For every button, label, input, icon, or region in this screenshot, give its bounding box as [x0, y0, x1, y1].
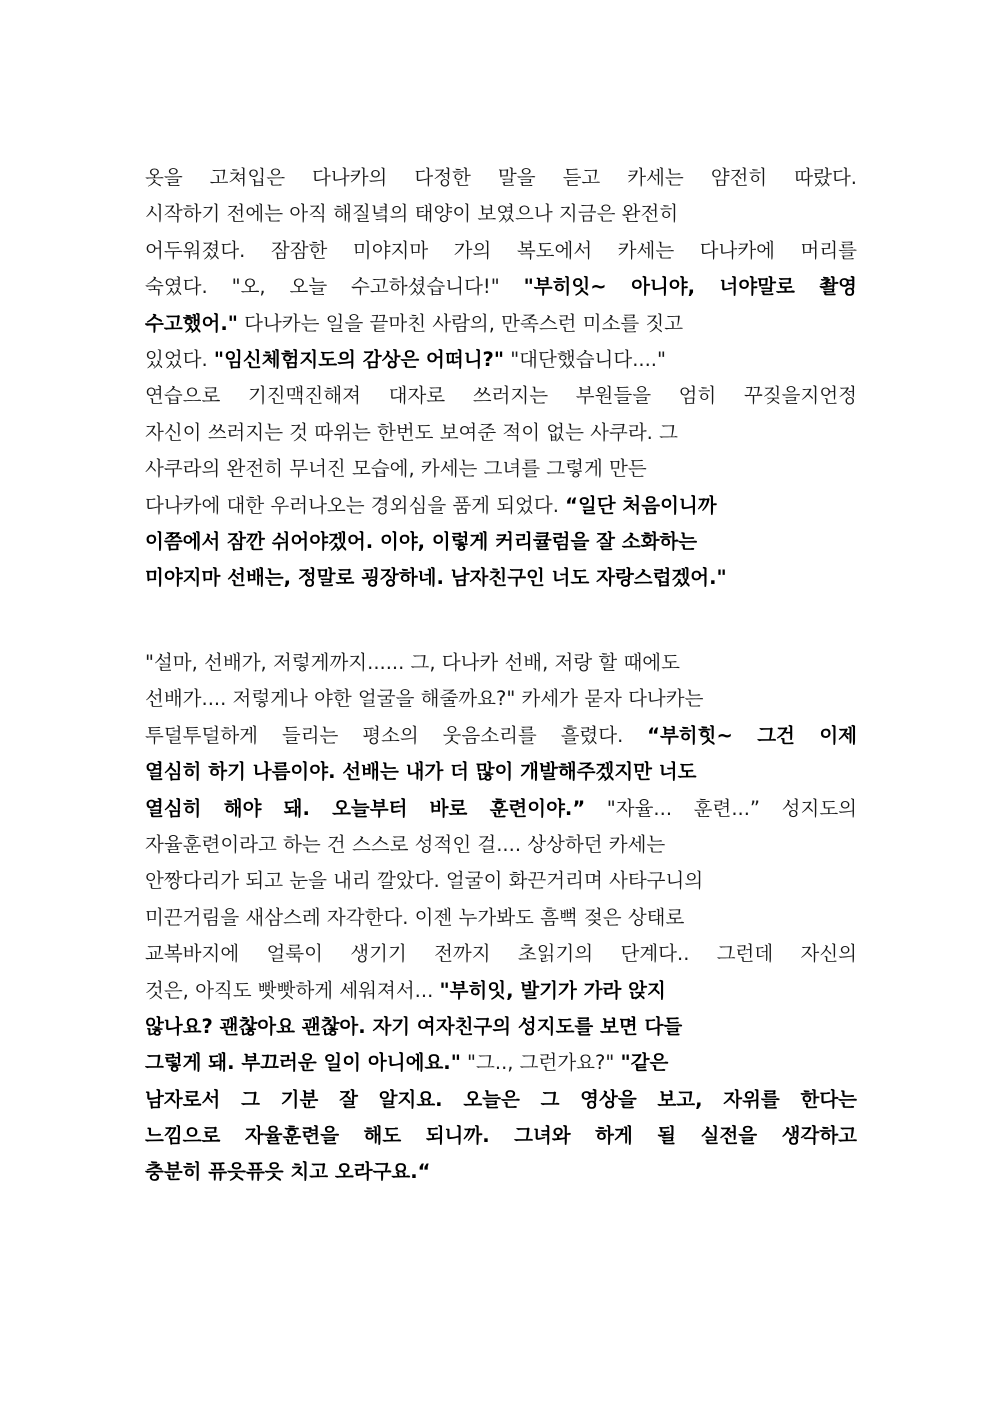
text-line	[145, 1154, 857, 1190]
text-line	[145, 718, 857, 754]
bold-dialogue-text: "임신체험지도의 감상은 어떠니?"	[213, 347, 505, 371]
text-line	[145, 488, 857, 524]
narrative-text: 미끈거림을 새삼스레 자각한다. 이젠 누가봐도 흠뻑 젖은 상태로	[145, 905, 685, 929]
narrative-text: 옷을 고쳐입은 다나카의 다정한 말을 듣고 카세는 얌전히 따랐다.	[145, 166, 857, 189]
narrative-text: 자율훈련이라고 하는 건 스스로 성적인 걸.... 상상하던 카세는	[145, 832, 666, 856]
text-line	[145, 863, 857, 899]
narrative-text: "그.., 그런가요?"	[460, 1051, 621, 1075]
text-line	[145, 196, 857, 232]
narrative-text: 어두워졌다. 잠잠한 미야지마 가의 복도에서 카세는 다나카에 머리를	[145, 238, 857, 262]
paragraph-2	[145, 645, 857, 1191]
bold-dialogue-text: "부히잇, 발기가 가라 앉지	[439, 978, 666, 1002]
text-line	[145, 791, 857, 827]
text-line	[145, 342, 857, 378]
bold-dialogue-text: “부히힛~ 그건 이제	[647, 723, 857, 747]
narrative-text: 자신이 쓰러지는 것 따위는 한번도 보여준 적이 없는 사쿠라. 그	[145, 420, 678, 444]
narrative-text: 교복바지에 얼룩이 생기기 전까지 초읽기의 단계다.. 그런데 자신의	[145, 942, 857, 966]
text-line	[145, 524, 857, 560]
text-line	[145, 1118, 857, 1154]
narrative-text: 안짱다리가 되고 눈을 내리 깔았다. 얼굴이 화끈거리며 사타구니의	[145, 869, 704, 893]
narrative-text: 다나카에 대한 우러나오는 경외심을 품게 되었다.	[145, 493, 566, 517]
bold-dialogue-text: 않나요? 괜찮아요 괜찮아. 자기 여자친구의 성지도를 보면 다들	[145, 1014, 683, 1038]
text-line	[145, 900, 857, 936]
text-line	[145, 645, 857, 681]
bold-dialogue-text: 열심히 해야 돼. 오늘부터 바로 훈련이야.”	[145, 796, 586, 820]
text-line	[145, 936, 857, 972]
bold-dialogue-text: "같은	[620, 1051, 669, 1075]
paragraph-1	[145, 160, 857, 597]
text-line	[145, 754, 857, 790]
narrative-text: "자율... 훈련...” 성지도의	[585, 796, 857, 820]
narrative-text: 것은, 아직도 빳빳하게 세워져서...	[145, 978, 440, 1002]
text-line	[145, 1082, 857, 1118]
narrative-text: 투덜투덜하게 들리는 평소의 웃음소리를 흘렸다.	[145, 723, 648, 747]
bold-dialogue-text: 그렇게 돼. 부끄러운 일이 아니에요."	[145, 1051, 461, 1075]
text-line	[145, 233, 857, 269]
text-line	[145, 560, 857, 596]
text-line	[145, 160, 857, 196]
bold-dialogue-text: 열심히 하기 나름이야. 선배는 내가 더 많이 개발해주겠지만 너도	[145, 760, 697, 784]
text-line	[145, 973, 857, 1009]
narrative-text: 다나카는 일을 끝마친 사람의, 만족스런 미소를 짓고	[237, 311, 684, 335]
text-line	[145, 1009, 857, 1045]
narrative-text: 시작하기 전에는 아직 해질녘의 태양이 보였으나 지금은 완전히	[145, 202, 679, 226]
text-line	[145, 269, 857, 305]
text-line	[145, 1045, 857, 1081]
narrative-text: "설마, 선배가, 저렇게까지...... 그, 다나카 선배, 저랑 할 때에도	[145, 651, 680, 674]
narrative-text: 사쿠라의 완전히 무너진 모습에, 카세는 그녀를 그렇게 만든	[145, 457, 647, 481]
bold-dialogue-text: 이쯤에서 잠깐 쉬어야겠어. 이야, 이렇게 커리큘럼을 잘 소화하는	[145, 529, 698, 553]
text-line	[145, 378, 857, 414]
text-line	[145, 306, 857, 342]
bold-dialogue-text: 충분히 퓨읏퓨읏 치고 오라구요.“	[145, 1160, 431, 1184]
text-line	[145, 827, 857, 863]
bold-dialogue-text: 수고했어."	[145, 311, 238, 335]
narrative-text: 숙였다. "오, 오늘 수고하셨습니다!"	[145, 275, 524, 299]
text-line	[145, 681, 857, 717]
bold-dialogue-text: 느낌으로 자율훈련을 해도 되니까. 그녀와 하게 될 실전을 생각하고	[145, 1124, 857, 1148]
text-line	[145, 451, 857, 487]
narrative-text: 있었다.	[145, 347, 214, 371]
narrative-text: 연습으로 기진맥진해져 대자로 쓰러지는 부원들을 엄히 꾸짖을지언정	[145, 384, 857, 408]
narrative-text: 선배가.... 저렇게나 야한 얼굴을 해줄까요?" 카세가 묻자 다나카는	[145, 687, 704, 711]
bold-dialogue-text: 미야지마 선배는, 정말로 굉장하네. 남자친구인 너도 자랑스럽겠어."	[145, 566, 727, 590]
narrative-text: "대단했습니다...."	[504, 347, 666, 371]
bold-dialogue-text: "부히잇~ 아니야, 너야말로 촬영	[523, 275, 858, 299]
bold-dialogue-text: 남자로서 그 기분 잘 알지요. 오늘은 그 영상을 보고, 자위를 한다는	[145, 1087, 857, 1111]
text-line	[145, 415, 857, 451]
bold-dialogue-text: “일단 처음이니까	[565, 493, 717, 517]
